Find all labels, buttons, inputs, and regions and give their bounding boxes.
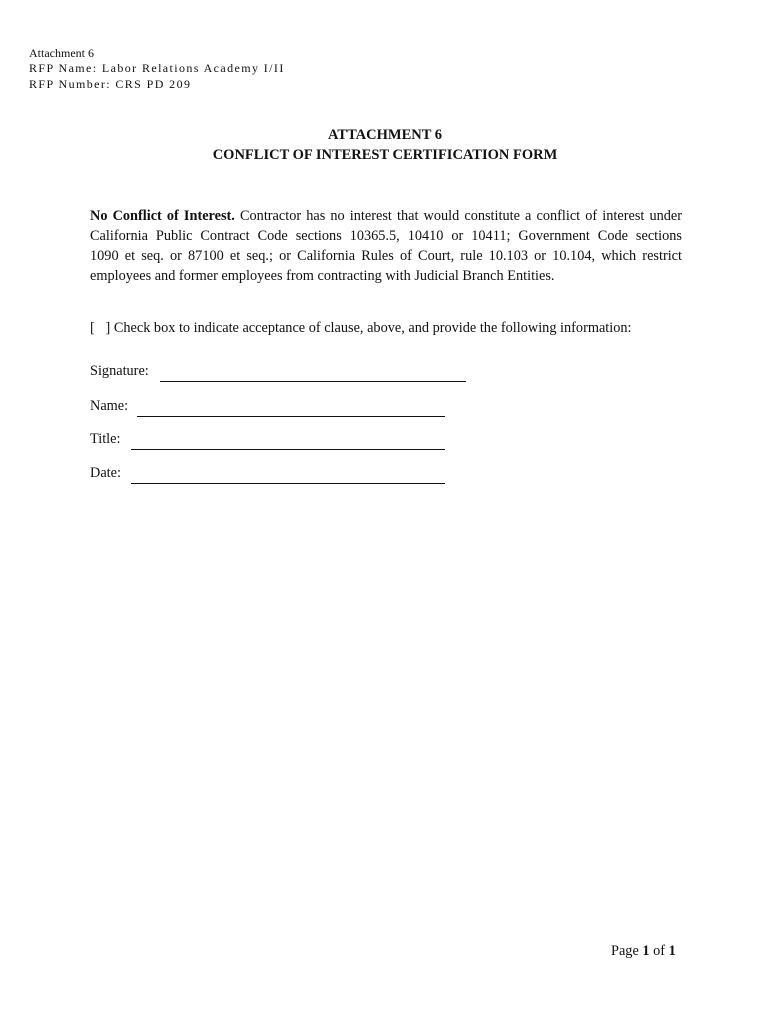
signature-row (90, 361, 149, 381)
acceptance-row (90, 318, 632, 338)
title-field[interactable] (131, 447, 445, 450)
date-label: Date: (90, 465, 121, 481)
name-field[interactable] (137, 414, 445, 417)
date-field[interactable] (131, 481, 445, 484)
clause-heading: No Conflict of Interest. (90, 208, 235, 224)
page-word: Page (611, 943, 643, 959)
document-subtitle: CONFLICT OF INTEREST CERTIFICATION FORM (212, 147, 558, 163)
document-title: ATTACHMENT 6 (328, 127, 442, 143)
signature-field[interactable] (160, 379, 466, 382)
clause-line-1 (90, 206, 682, 226)
conflict-clause (90, 206, 682, 286)
name-row (90, 396, 128, 416)
attachment-label: Attachment 6 (29, 46, 94, 60)
page-current: 1 (642, 943, 650, 959)
acceptance-text: Check box to indicate acceptance of clause, above, and provide the following information: (110, 320, 632, 336)
name-label: Name: (90, 398, 129, 414)
of-word: of (649, 943, 669, 959)
page-number (611, 941, 676, 961)
clause-line-4: employees and former employees from contracting with Judicial Branch Entities. (90, 268, 555, 284)
clause-line-3: 1090 et seq. or 87100 et seq.; or California Rules of Court, rule 10.103 or 10.104, which restrict (90, 248, 682, 264)
rfp-number-line: RFP Number: CRS PD 209 (29, 77, 192, 91)
acceptance-checkbox[interactable]: [ ] (90, 320, 111, 336)
page-total: 1 (668, 943, 676, 959)
rfp-name-line: RFP Name: Labor Relations Academy I/II (29, 61, 285, 75)
date-row (90, 463, 121, 483)
clause-line-1-text: Contractor has no interest that would constitute a conflict of interest under (234, 208, 683, 224)
signature-label: Signature: (90, 363, 149, 379)
clause-line-2: California Public Contract Code sections 10365.5, 10410 or 10411; Government Code sections (90, 228, 682, 244)
title-row (90, 429, 120, 449)
title-label: Title: (90, 431, 121, 447)
